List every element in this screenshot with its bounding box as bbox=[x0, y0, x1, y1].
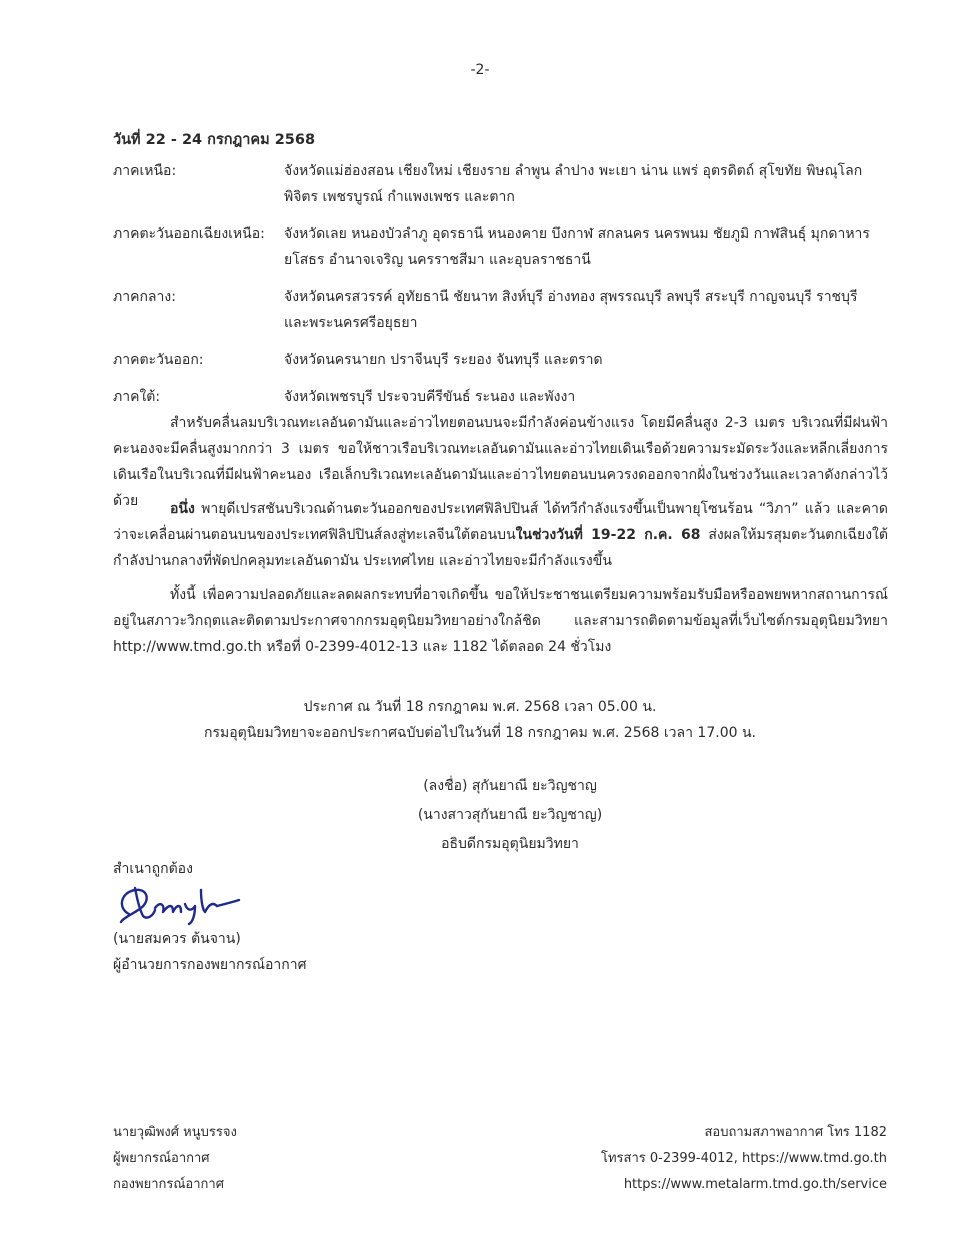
region-row-northeast bbox=[113, 221, 873, 273]
safety-text: ทั้งนี้ เพื่อความปลอดภัยและลดผลกระทบที่อาจเกิดขึ้น ขอให้ประชาชนเตรียมความพร้อมรับมือหรืออพยพหากสถานการณ์อยู่ในสภาวะวิกฤตและติดตามประกาศจากกรมอุตุนิยมวิทยาอย่างใกล้ชิด และสามารถติดตามข้อมูลที่เว็บไซต์กรมอุตุนิยมวิทยา http://www.tmd.go.th หรือที่ 0-2399-4012-13 และ 1182 ได้ตลอด 24 ชั่วโมง bbox=[113, 587, 888, 655]
date-heading: วันที่ 22 - 24 กรกฎาคม 2568 bbox=[113, 132, 316, 148]
footer-right bbox=[601, 1120, 887, 1198]
region-row-central bbox=[113, 284, 873, 336]
wave-text: สำหรับคลื่นลมบริเวณทะเลอันดามันและอ่าวไทยตอนบนจะมีกำลังค่อนข้างแรง โดยมีคลื่นสูง 2-3 เมตร บริเวณที่มีฝนฟ้าคะนองจะมีคลื่นสูงมากกว่า 3 เมตร ขอให้ชาวเรือบริเวณทะเลอันดามันและอ่าวไทยเดินเรือด้วยความระมัดระวังและหลีกเลี่ยงการเดินเรือในบริเวณที่มีฝนฟ้าคะนอง เรือเล็กบริเวณทะเลอันดามันและอ่าวไทยตอนบนควรงดออกจากฝั่งในช่วงวันและเวลาดังกล่าวไว้ด้วย bbox=[113, 415, 888, 509]
signature-block bbox=[340, 772, 680, 859]
storm-text-1: พายุดีเปรสชันบริเวณด้านตะวันออกของประเทศฟิลิปปินส์ ได้ทวีกำลังแรงขึ้นเป็นพายุโซนร้อน “วิภา” แล้ว และคาดว่าจะเคลื่อนผ่านตอนบนของประเทศฟิลิปปินส์ลงสู่ทะเลจีนใต้ตอนบน bbox=[113, 501, 888, 543]
safety-paragraph bbox=[113, 582, 888, 660]
region-label: ภาคตะวันออกเฉียงเหนือ: bbox=[113, 226, 265, 242]
storm-paragraph bbox=[113, 496, 888, 574]
forecaster-name: นายวุฒิพงศ์ หนูบรรจง bbox=[113, 1125, 237, 1140]
region-label: ภาคใต้: bbox=[113, 389, 161, 405]
certifier bbox=[113, 926, 306, 978]
region-provinces: จังหวัดเพชรบุรี ประจวบคีรีขันธ์ ระนอง และพังงา bbox=[284, 389, 576, 405]
next-issue: กรมอุตุนิยมวิทยาจะออกประกาศฉบับต่อไปในวันที่ 18 กรกฎาคม พ.ศ. 2568 เวลา 17.00 น. bbox=[204, 725, 756, 741]
certifier-position: ผู้อำนวยการกองพยากรณ์อากาศ bbox=[113, 957, 307, 973]
certified-copy: สำเนาถูกต้อง bbox=[113, 861, 193, 877]
hotline: สอบถามสภาพอากาศ โทร 1182 bbox=[704, 1125, 887, 1140]
footer-left bbox=[113, 1120, 237, 1198]
signed-line: (ลงชื่อ) สุกันยาณี ยะวิญชาญ bbox=[423, 778, 597, 794]
forecaster-division: กองพยากรณ์อากาศ bbox=[113, 1177, 224, 1192]
region-row-east bbox=[113, 347, 873, 373]
region-provinces: จังหวัดนครนายก ปราจีนบุรี ระยอง จันทบุรี และตราด bbox=[284, 352, 603, 368]
region-provinces: จังหวัดนครสวรรค์ อุทัยธานี ชัยนาท สิงห์บุรี อ่างทอง สุพรรณบุรี ลพบุรี สระบุรี กาญจนบุรี ราชบุรี และพระนครศรีอยุธยา bbox=[284, 289, 858, 331]
storm-text-2: ส่งผลให้มรสุมตะวันตกเฉียงใต้กำลังปานกลางที่พัดปกคลุมทะเลอันดามัน ประเทศไทย และอ่าวไทยจะมีกำลังแรงขึ้น bbox=[113, 527, 888, 569]
forecaster-title: ผู้พยากรณ์อากาศ bbox=[113, 1151, 210, 1166]
storm-lead: อนึ่ง bbox=[170, 501, 195, 517]
region-provinces: จังหวัดแม่ฮ่องสอน เชียงใหม่ เชียงราย ลำพูน ลำปาง พะเยา น่าน แพร่ อุตรดิตถ์ สุโขทัย พิษณุโลก พิจิตร เพชรบูรณ์ กำแพงเพชร และตาก bbox=[284, 163, 863, 205]
region-list bbox=[113, 158, 873, 421]
region-label: ภาคกลาง: bbox=[113, 289, 176, 305]
page-number: -2- bbox=[470, 62, 490, 78]
certifier-name: (นายสมควร ต้นจาน) bbox=[113, 931, 241, 947]
signer-full-name: (นางสาวสุกันยาณี ยะวิญชาญ) bbox=[417, 807, 603, 823]
signer-position: อธิบดีกรมอุตุนิยมวิทยา bbox=[441, 836, 579, 852]
region-row-south bbox=[113, 384, 873, 410]
region-label: ภาคตะวันออก: bbox=[113, 352, 204, 368]
storm-emphasis: ในช่วงวันที่ 19-22 ก.ค. 68 bbox=[515, 527, 701, 543]
metalarm-link: https://www.metalarm.tmd.go.th/service bbox=[623, 1177, 887, 1192]
handwritten-signature bbox=[113, 878, 243, 928]
region-label: ภาคเหนือ: bbox=[113, 163, 177, 179]
region-provinces: จังหวัดเลย หนองบัวลำภู อุดรธานี หนองคาย บึงกาฬ สกลนคร นครพนม ชัยภูมิ กาฬสินธุ์ มุกดาหาร ยโสธร อำนาจเจริญ นครราชสีมา และอุบลราชธานี bbox=[284, 226, 870, 268]
announce-date: ประกาศ ณ วันที่ 18 กรกฎาคม พ.ศ. 2568 เวลา 05.00 น. bbox=[303, 699, 657, 715]
fax-website: โทรสาร 0-2399-4012, https://www.tmd.go.th bbox=[601, 1151, 887, 1166]
region-row-north bbox=[113, 158, 873, 210]
